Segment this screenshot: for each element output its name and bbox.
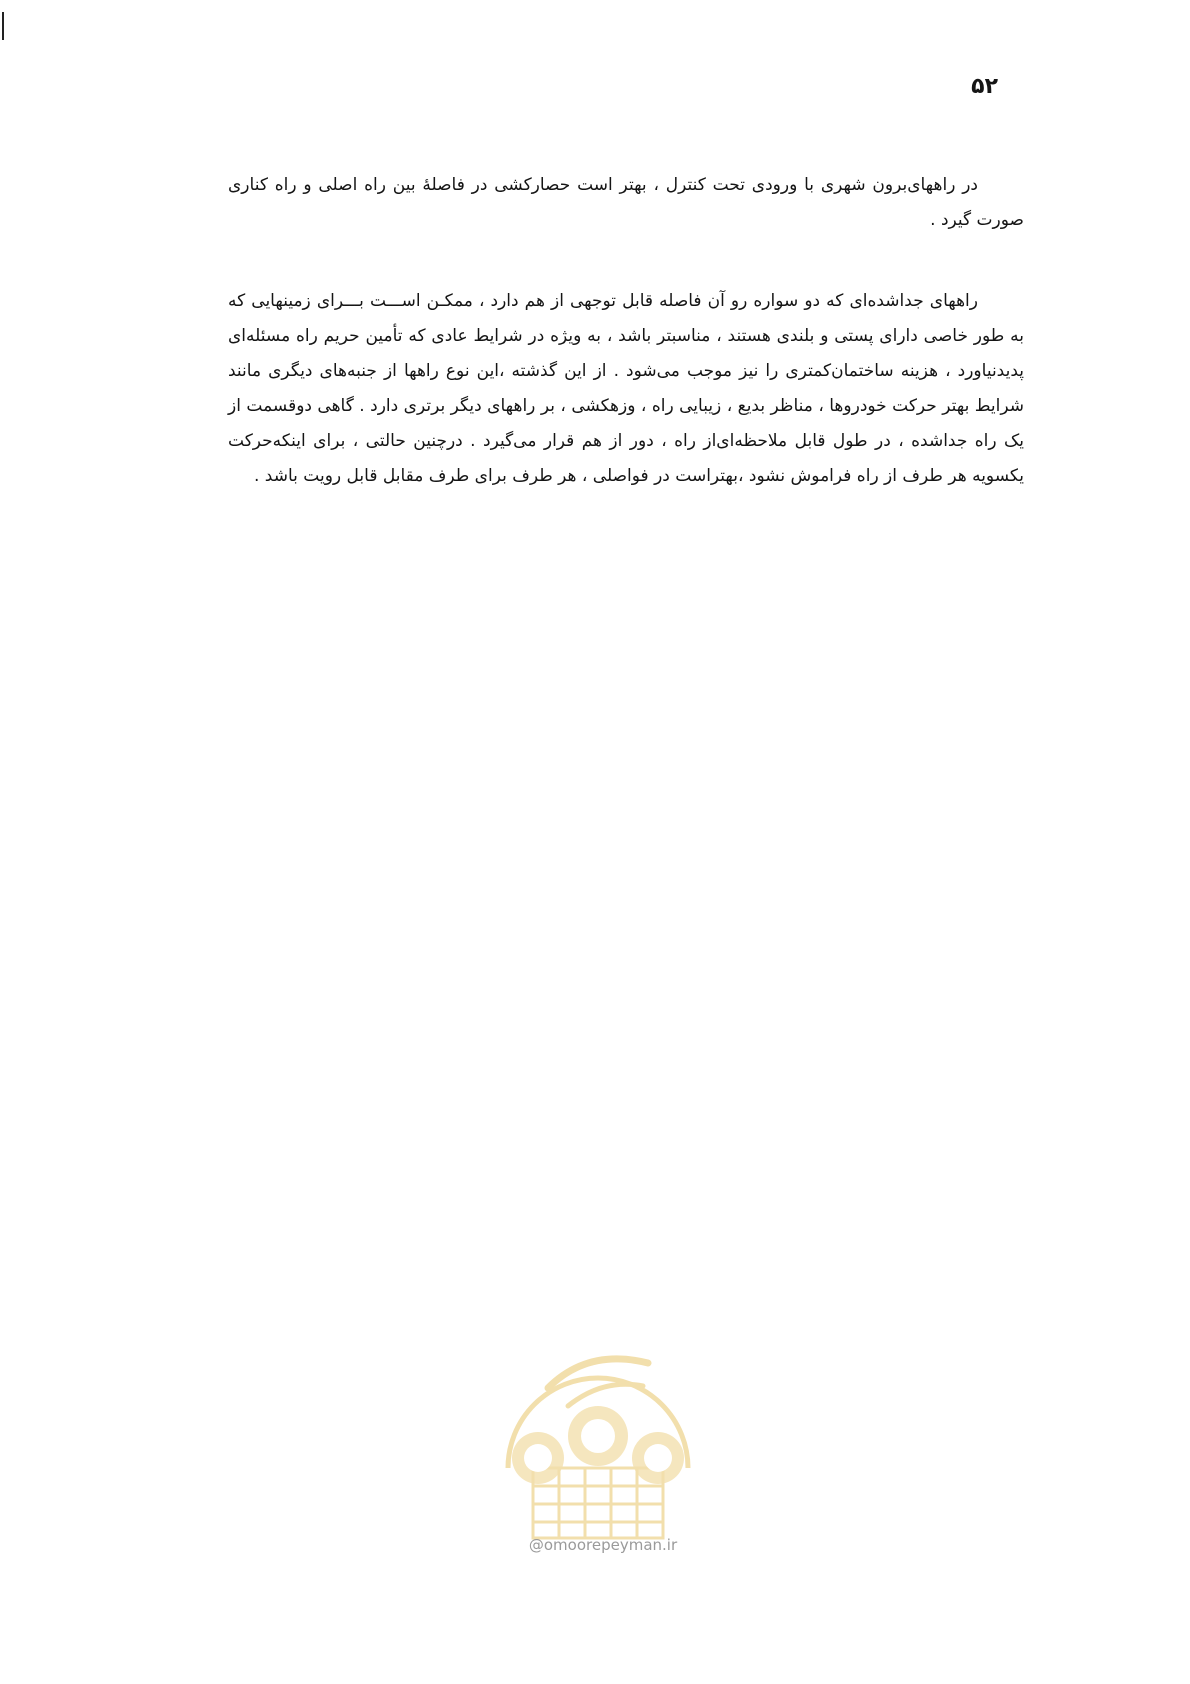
paragraph-2 (228, 284, 1024, 494)
page-number: ۵۲ (971, 74, 998, 99)
paragraph-1-text: در راههای‌برون شهری با ورودی تحت کنترل ، بهتر است حصارکشی در فاصلهٔ بین راه اصلی و راه کناری صورت گیرد . (228, 175, 1024, 230)
paragraph-2-text: راههای جداشده‌ای که دو سواره رو آن فاصله قابل توجهی از هم دارد ، ممکـن اســـت بـــرای زمینهایی که به طور خاصی دارای پستی و بلندی هستند ، مناسبتر باشد ، به ویژه در شرایط عادی که تأمین حریم راه مسئله‌ای پدیدنیاورد ، هزینه ساختمان‌کمتری را نیز موجب می‌شود . از این گذشته ،این نوع راهها از جنبه‌های دیگری مانند شرایط بهتر حرکت خودروها ، مناظر بدیع ، زیبایی راه ، وزهکشی ، بر راههای دیگر برتری دارد . گاهی دوقسمت از یک راه جداشده ، در طول قابل ملاحظه‌ای‌از راه ، دور از هم قرار می‌گیرد . درچنین حالتی ، برای اینکه‌حرکت یکسویه هر طرف از راه فراموش نشود ،بهتراست در فواصلی ، هر طرف برای طرف مقابل قابل رویت باشد . (228, 291, 1024, 486)
watermark-url: @omoorepeyman.ir (528, 1536, 678, 1554)
watermark-logo-icon (478, 1318, 718, 1558)
paragraph-1 (228, 168, 1024, 238)
scan-edge-mark (2, 12, 4, 40)
